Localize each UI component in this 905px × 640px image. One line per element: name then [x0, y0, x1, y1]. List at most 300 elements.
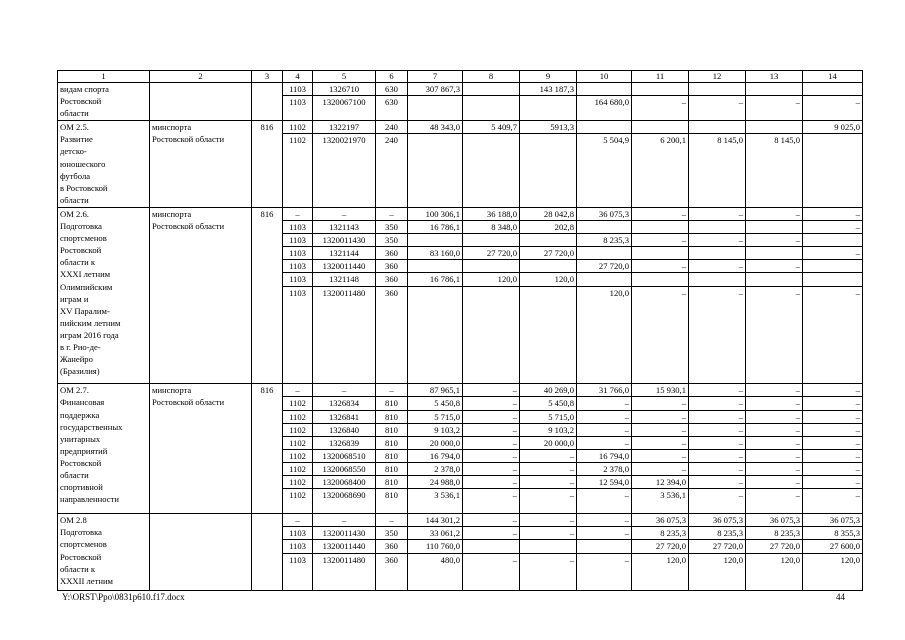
table-cell: 5 504,9	[577, 134, 632, 208]
table-cell: –	[803, 436, 863, 449]
table-cell: 1102	[283, 134, 313, 208]
table-cell: –	[632, 96, 689, 121]
table-cell: –	[803, 286, 863, 384]
footer-file-path: Y:\ORST\Ppo\0831p610.f17.docx	[62, 592, 185, 602]
column-header-14: 14	[803, 71, 863, 83]
table-cell: 1320011430	[313, 234, 376, 247]
table-cell: 1102	[283, 475, 313, 488]
table-cell: 27 600,0	[803, 540, 863, 553]
table-cell: –	[313, 207, 376, 220]
table-cell: 1102	[283, 121, 313, 134]
table-cell: –	[689, 260, 746, 273]
table-cell: 48 343,0	[408, 121, 463, 134]
table-cell	[746, 221, 803, 234]
table-cell	[577, 247, 632, 260]
measure-name-cell: видам спорта Ростовской области	[58, 83, 150, 121]
executor-cell	[150, 514, 252, 591]
table-cell	[520, 134, 577, 208]
table-cell: –	[520, 514, 577, 527]
executor-cell: минспорта Ростовской области	[150, 384, 252, 514]
column-header-4: 4	[283, 71, 313, 83]
table-cell: –	[803, 96, 863, 121]
table-cell: 100 306,1	[408, 207, 463, 220]
table-cell: 27 720,0	[463, 247, 520, 260]
table-cell	[520, 540, 577, 553]
table-cell: –	[746, 436, 803, 449]
table-cell: –	[803, 384, 863, 397]
table-cell: 16 786,1	[408, 221, 463, 234]
table-cell: –	[746, 207, 803, 220]
table-cell: 120,0	[577, 286, 632, 384]
table-cell	[577, 83, 632, 96]
table-cell: –	[632, 449, 689, 462]
table-cell: –	[313, 514, 376, 527]
table-cell: 27 720,0	[689, 540, 746, 553]
table-cell: 27 720,0	[632, 540, 689, 553]
table-cell: 810	[376, 397, 408, 410]
table-cell: 1321144	[313, 247, 376, 260]
table-row	[58, 514, 863, 527]
table-cell: 1326710	[313, 83, 376, 96]
table-cell: 1320011480	[313, 553, 376, 590]
table-cell: 36 075,3	[746, 514, 803, 527]
table-cell: 28 042,8	[520, 207, 577, 220]
column-header-11: 11	[632, 71, 689, 83]
table-cell: 1320021970	[313, 134, 376, 208]
table-cell: 1320068550	[313, 462, 376, 475]
table-cell	[577, 273, 632, 286]
table-cell: 5 715,0	[408, 410, 463, 423]
measure-name-cell: ОМ 2.6. Подготовка спортсменов Ростовской области к XXXI летним Олимпийским играм и XV Паралим- пийским летним играм 2016 года в г. Рио-де- Жанейро (Бразилия)	[58, 207, 150, 383]
table-cell: –	[746, 96, 803, 121]
table-cell: 1102	[283, 397, 313, 410]
table-cell: 36 075,3	[632, 514, 689, 527]
table-cell: 3 536,1	[632, 489, 689, 514]
table-cell: 202,8	[520, 221, 577, 234]
table-cell: –	[689, 423, 746, 436]
column-header-12: 12	[689, 71, 746, 83]
table-cell: 36 188,0	[463, 207, 520, 220]
table-cell: 8 235,3	[689, 527, 746, 540]
table-cell: –	[803, 449, 863, 462]
table-cell: –	[577, 397, 632, 410]
table-cell: 1102	[283, 410, 313, 423]
table-cell: 12 594,0	[577, 475, 632, 488]
table-cell: 27 720,0	[577, 260, 632, 273]
table-cell	[746, 121, 803, 134]
table-cell: –	[376, 514, 408, 527]
table-cell: 1102	[283, 449, 313, 462]
table-cell: 87 965,1	[408, 384, 463, 397]
table-cell	[463, 96, 520, 121]
table-cell	[463, 260, 520, 273]
table-cell: 1322197	[313, 121, 376, 134]
table-cell	[632, 221, 689, 234]
table-cell: 1320011430	[313, 527, 376, 540]
table-cell: 83 160,0	[408, 247, 463, 260]
table-cell: –	[632, 234, 689, 247]
table-cell	[803, 83, 863, 96]
table-cell: 8 145,0	[746, 134, 803, 208]
table-cell: 9 103,2	[520, 423, 577, 436]
table-cell: –	[689, 475, 746, 488]
table-cell: 810	[376, 475, 408, 488]
grbs-code-cell: 816	[252, 384, 283, 514]
table-cell	[689, 221, 746, 234]
table-cell: 1103	[283, 553, 313, 590]
grbs-code-cell: 816	[252, 207, 283, 383]
table-cell: –	[746, 489, 803, 514]
table-cell: 240	[376, 134, 408, 208]
table-cell: 1326840	[313, 423, 376, 436]
table-cell	[408, 96, 463, 121]
table-cell: 360	[376, 260, 408, 273]
executor-cell: минспорта Ростовской области	[150, 207, 252, 383]
column-header-3: 3	[252, 71, 283, 83]
table-cell: 630	[376, 96, 408, 121]
table-cell	[463, 286, 520, 384]
table-cell: –	[463, 397, 520, 410]
table-cell	[632, 121, 689, 134]
table-cell	[689, 273, 746, 286]
table-cell: 120,0	[463, 273, 520, 286]
table-cell: 350	[376, 234, 408, 247]
table-cell: –	[746, 260, 803, 273]
table-cell: 350	[376, 527, 408, 540]
table-cell: 810	[376, 462, 408, 475]
table-cell: –	[632, 286, 689, 384]
table-cell: –	[520, 475, 577, 488]
table-cell: 5913,3	[520, 121, 577, 134]
table-cell: –	[803, 397, 863, 410]
table-cell: 5 715,0	[520, 410, 577, 423]
table-cell: –	[746, 397, 803, 410]
table-cell: 360	[376, 553, 408, 590]
table-cell: 1326834	[313, 397, 376, 410]
table-cell: –	[632, 410, 689, 423]
table-cell: –	[577, 514, 632, 527]
measure-name-cell: ОМ 2.8 Подготовка спортсменов Ростовской области к XXXII летним	[58, 514, 150, 591]
table-cell: –	[577, 553, 632, 590]
table-cell	[408, 286, 463, 384]
table-cell: 5 450,8	[520, 397, 577, 410]
table-cell: –	[689, 207, 746, 220]
table-cell: 1320011440	[313, 540, 376, 553]
table-cell: 1103	[283, 83, 313, 96]
table-cell	[520, 260, 577, 273]
table-cell: –	[746, 462, 803, 475]
table-cell	[463, 540, 520, 553]
table-cell: 31 766,0	[577, 384, 632, 397]
table-cell	[577, 540, 632, 553]
table-cell: –	[632, 207, 689, 220]
table-cell	[408, 234, 463, 247]
table-cell: –	[463, 449, 520, 462]
table-cell: –	[463, 489, 520, 514]
table-cell: –	[689, 96, 746, 121]
table-cell	[689, 121, 746, 134]
table-cell: 16 786,1	[408, 273, 463, 286]
table-cell: –	[463, 436, 520, 449]
table-cell: 12 394,0	[632, 475, 689, 488]
column-header-1: 1	[58, 71, 150, 83]
table-cell: –	[520, 527, 577, 540]
table-cell: 1102	[283, 423, 313, 436]
table-cell: 1103	[283, 221, 313, 234]
table-cell: –	[632, 260, 689, 273]
table-cell: –	[520, 489, 577, 514]
table-cell: 350	[376, 221, 408, 234]
table-cell: 164 680,0	[577, 96, 632, 121]
table-cell: –	[376, 207, 408, 220]
table-cell: –	[577, 410, 632, 423]
table-cell: –	[577, 527, 632, 540]
table-cell: 9 103,2	[408, 423, 463, 436]
table-cell: 20 000,0	[408, 436, 463, 449]
table-cell	[577, 221, 632, 234]
table-row	[58, 207, 863, 220]
table-cell: 360	[376, 247, 408, 260]
page-number: 44	[836, 592, 845, 602]
table-row	[58, 83, 863, 96]
table-cell	[520, 234, 577, 247]
table-cell: –	[463, 514, 520, 527]
table-cell: 144 301,2	[408, 514, 463, 527]
table-cell: 8 235,3	[577, 234, 632, 247]
table-cell	[689, 247, 746, 260]
table-cell: –	[577, 436, 632, 449]
table-cell: 8 235,3	[632, 527, 689, 540]
table-cell	[689, 83, 746, 96]
table-cell: 1102	[283, 462, 313, 475]
table-cell	[520, 96, 577, 121]
table-cell: 110 760,0	[408, 540, 463, 553]
table-cell: 1320068400	[313, 475, 376, 488]
table-cell: –	[746, 384, 803, 397]
column-header-7: 7	[408, 71, 463, 83]
table-cell: 1320011480	[313, 286, 376, 384]
measure-name-cell: ОМ 2.5. Развитие детско- юношеского футбола в Ростовской области	[58, 121, 150, 208]
table-cell: 120,0	[803, 553, 863, 590]
table-cell: 120,0	[632, 553, 689, 590]
table-cell	[520, 286, 577, 384]
column-header-9: 9	[520, 71, 577, 83]
table-cell	[463, 234, 520, 247]
table-cell: –	[283, 514, 313, 527]
table-cell: 360	[376, 540, 408, 553]
table-cell	[746, 83, 803, 96]
table-cell: –	[803, 410, 863, 423]
table-cell: 36 075,3	[689, 514, 746, 527]
table-cell	[463, 83, 520, 96]
table-cell: 5 409,7	[463, 121, 520, 134]
table-cell: 307 867,3	[408, 83, 463, 96]
table-cell: –	[463, 527, 520, 540]
table-cell: –	[463, 475, 520, 488]
table-cell: 8 235,3	[746, 527, 803, 540]
table-cell: 2 378,0	[408, 462, 463, 475]
table-cell: 1103	[283, 96, 313, 121]
table-cell: –	[689, 384, 746, 397]
table-cell: 240	[376, 121, 408, 134]
table-body	[58, 83, 863, 591]
table-header-row	[58, 71, 863, 83]
table-cell	[408, 260, 463, 273]
table-cell: 27 720,0	[746, 540, 803, 553]
table-cell: 24 988,0	[408, 475, 463, 488]
table-cell: 1103	[283, 273, 313, 286]
table-cell: –	[577, 423, 632, 436]
table-cell: 16 794,0	[577, 449, 632, 462]
table-cell: 3 536,1	[408, 489, 463, 514]
table-cell: –	[577, 489, 632, 514]
table-cell: –	[803, 475, 863, 488]
table-cell: –	[689, 234, 746, 247]
table-cell: 2 378,0	[577, 462, 632, 475]
table-cell: –	[803, 247, 863, 260]
table-cell: 5 450,8	[408, 397, 463, 410]
table-cell: –	[746, 286, 803, 384]
table-cell: –	[463, 410, 520, 423]
table-cell: 1103	[283, 247, 313, 260]
table-cell: 1321143	[313, 221, 376, 234]
table-cell: 1103	[283, 260, 313, 273]
table-cell: –	[463, 384, 520, 397]
table-cell: –	[689, 489, 746, 514]
table-cell: 810	[376, 423, 408, 436]
table-cell: –	[283, 207, 313, 220]
table-cell: 1103	[283, 540, 313, 553]
table-cell	[746, 247, 803, 260]
table-cell: 810	[376, 489, 408, 514]
column-header-10: 10	[577, 71, 632, 83]
table-cell: 1102	[283, 489, 313, 514]
table-cell: –	[463, 423, 520, 436]
table-cell: 1320068510	[313, 449, 376, 462]
table-cell: 1102	[283, 436, 313, 449]
table-cell	[577, 121, 632, 134]
table-cell	[803, 134, 863, 208]
table-cell: –	[689, 436, 746, 449]
table-cell: 120,0	[689, 553, 746, 590]
table-cell: 1103	[283, 527, 313, 540]
column-header-2: 2	[150, 71, 252, 83]
table-cell: 120,0	[520, 273, 577, 286]
table-cell: 480,0	[408, 553, 463, 590]
column-header-13: 13	[746, 71, 803, 83]
table-cell: –	[746, 410, 803, 423]
table-cell: –	[689, 449, 746, 462]
table-cell: –	[746, 475, 803, 488]
table-cell: –	[689, 397, 746, 410]
table-cell: 120,0	[746, 553, 803, 590]
table-cell: –	[803, 423, 863, 436]
table-cell: –	[376, 384, 408, 397]
table-cell: 1103	[283, 234, 313, 247]
table-cell: 1326841	[313, 410, 376, 423]
table-cell: 1320011440	[313, 260, 376, 273]
table-cell	[746, 273, 803, 286]
table-cell	[632, 247, 689, 260]
table-cell: 6 200,1	[632, 134, 689, 208]
table-cell	[632, 273, 689, 286]
measure-name-cell: ОМ 2.7. Финансовая поддержка государственных унитарных предприятий Ростовской области спортивной направленности	[58, 384, 150, 514]
budget-table	[57, 70, 863, 591]
table-cell	[632, 83, 689, 96]
column-header-6: 6	[376, 71, 408, 83]
table-cell: –	[632, 436, 689, 449]
table-cell	[803, 260, 863, 273]
table-cell: 810	[376, 410, 408, 423]
table-cell: –	[689, 410, 746, 423]
table-cell: 36 075,3	[803, 514, 863, 527]
table-cell: 1320068690	[313, 489, 376, 514]
table-cell: 8 355,3	[803, 527, 863, 540]
table-cell: 1326839	[313, 436, 376, 449]
grbs-code-cell	[252, 83, 283, 121]
table-cell: 1103	[283, 286, 313, 384]
table-cell: 33 061,2	[408, 527, 463, 540]
table-cell: 360	[376, 286, 408, 384]
table-cell: 143 187,3	[520, 83, 577, 96]
table-cell	[463, 134, 520, 208]
table-cell: –	[803, 462, 863, 475]
table-cell: –	[463, 553, 520, 590]
table-cell: –	[803, 489, 863, 514]
table-cell: 20 000,0	[520, 436, 577, 449]
table-cell: 810	[376, 436, 408, 449]
table-cell: 16 794,0	[408, 449, 463, 462]
table-cell: –	[689, 286, 746, 384]
table-cell: 9 025,0	[803, 121, 863, 134]
table-cell: 8 145,0	[689, 134, 746, 208]
executor-cell	[150, 83, 252, 121]
grbs-code-cell	[252, 514, 283, 591]
table-cell: –	[746, 423, 803, 436]
table-cell: 8 348,0	[463, 221, 520, 234]
column-header-5: 5	[313, 71, 376, 83]
table-row	[58, 121, 863, 134]
table-cell	[408, 134, 463, 208]
table-cell: –	[746, 449, 803, 462]
table-cell: 15 930,1	[632, 384, 689, 397]
table-cell	[803, 273, 863, 286]
executor-cell: минспорта Ростовской области	[150, 121, 252, 208]
table-cell: –	[520, 553, 577, 590]
table-cell: –	[283, 384, 313, 397]
table-cell: –	[520, 449, 577, 462]
column-header-8: 8	[463, 71, 520, 83]
table-cell: 810	[376, 449, 408, 462]
table-cell	[803, 234, 863, 247]
table-cell: –	[632, 397, 689, 410]
table-cell: 360	[376, 273, 408, 286]
table-cell: –	[746, 234, 803, 247]
table-cell: –	[803, 221, 863, 234]
table-cell: –	[632, 423, 689, 436]
table-cell: –	[689, 462, 746, 475]
table-cell: –	[313, 384, 376, 397]
table-cell: 630	[376, 83, 408, 96]
table-cell: 40 269,0	[520, 384, 577, 397]
table-cell: 1321148	[313, 273, 376, 286]
table-cell: –	[803, 207, 863, 220]
table-cell: 27 720,0	[520, 247, 577, 260]
table-cell: –	[520, 462, 577, 475]
table-cell: 1320067100	[313, 96, 376, 121]
table-cell: 36 075,3	[577, 207, 632, 220]
table-row	[58, 384, 863, 397]
